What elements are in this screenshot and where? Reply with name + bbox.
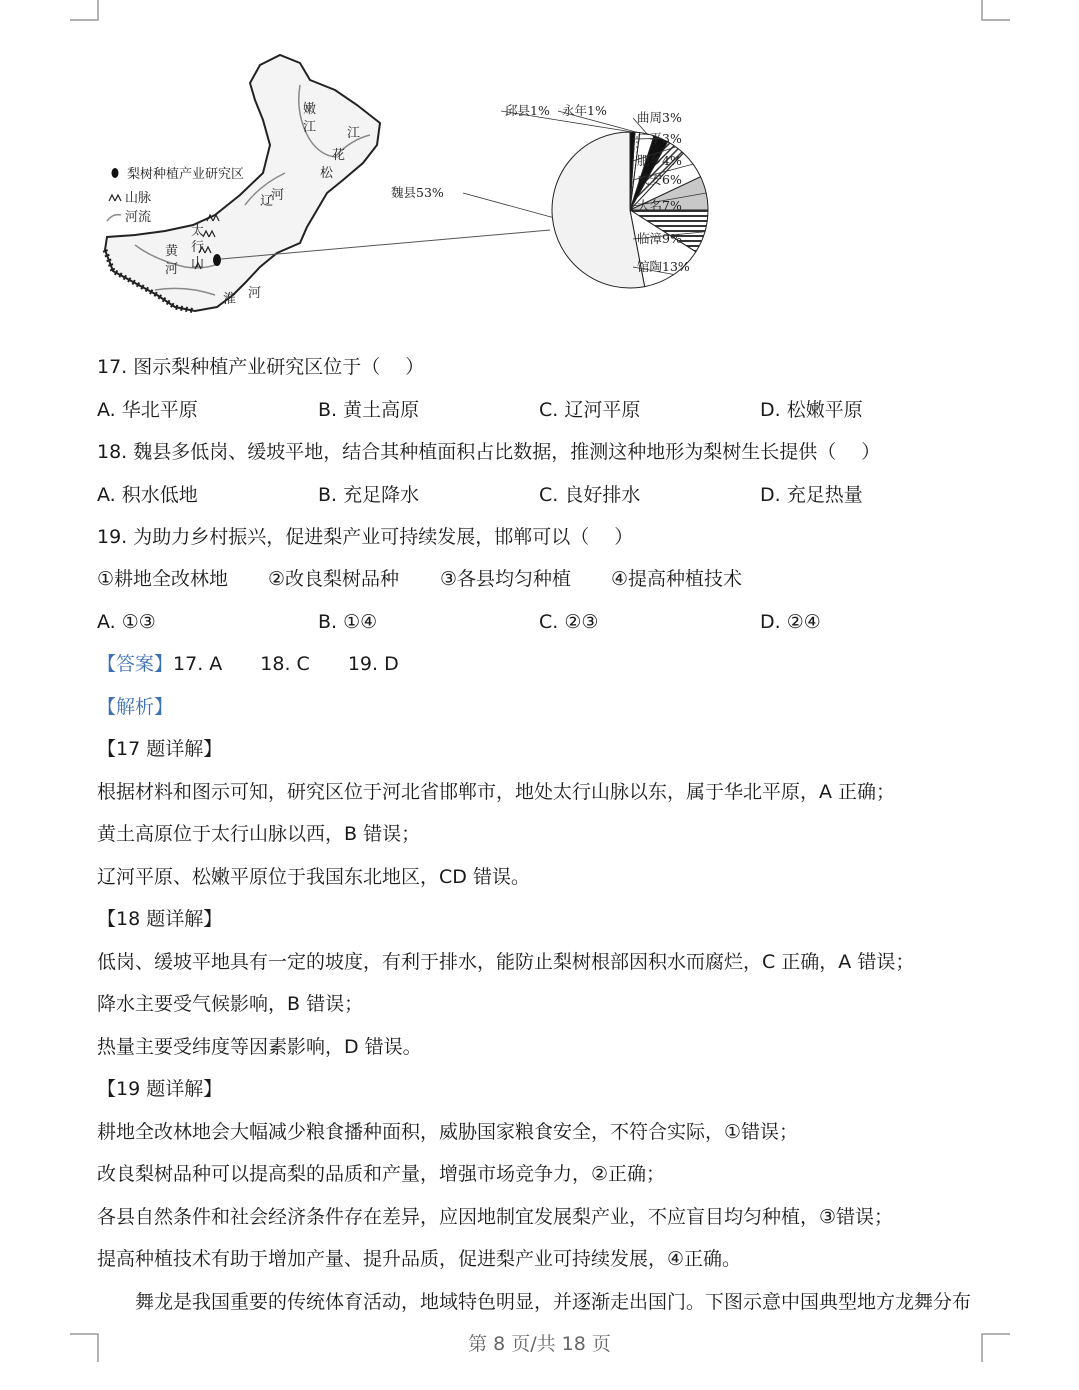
map-label-jiang1: 江	[303, 120, 317, 135]
d19-line-1: 耕地全改林地会大幅减少粮食播种面积，威胁国家粮食安全，不符合实际，①错误；	[97, 1121, 799, 1143]
pie-label-1: 邱县1%	[505, 103, 550, 118]
answer-row	[97, 652, 399, 676]
map-label-he3: 河	[248, 286, 262, 301]
legend-research-label: 梨树种植产业研究区	[127, 167, 245, 182]
q19-option-a: A. ①③	[97, 611, 156, 633]
pie-leader-10	[463, 193, 552, 217]
legend-river-icon	[107, 215, 121, 221]
d17-line-2: 黄土高原位于太行山脉以西，B 错误；	[97, 823, 421, 845]
q17-option-b: B. 黄土高原	[318, 399, 420, 421]
pie-label-2: 永年1%	[562, 103, 607, 118]
map-label-tai: 太	[191, 224, 205, 239]
q18-option-a: A. 积水低地	[97, 484, 198, 506]
pie-label-5: 肥乡4%	[637, 153, 682, 168]
q19-item-1: ①耕地全改林地	[97, 568, 229, 590]
q18-stem: 18. 魏县多低岗、缓坡平地，结合其种植面积占比数据，推测这种地形为梨树生长提供（ ）	[97, 441, 881, 463]
d19-line-3: 各县自然条件和社会经济条件存在差异，应因地制宜发展梨产业，不应盲目均匀种植，③错误；	[97, 1206, 894, 1228]
q17-stem: 17. 图示梨种植产业研究区位于（ ）	[97, 356, 425, 378]
d18-line-1: 低岗、缓坡平地具有一定的坡度，有利于排水，能防止梨树根部因积水而腐烂，C 正确，A 错误；	[97, 951, 915, 973]
q19-option-b: B. ①④	[318, 611, 378, 633]
pie-label-10: 魏县53%	[391, 185, 444, 200]
d18-line-2: 降水主要受气候影响，B 错误；	[97, 993, 364, 1015]
d18-line-3: 热量主要受纬度等因素影响，D 错误。	[97, 1036, 422, 1058]
pie-label-6: 成安6%	[637, 172, 682, 187]
next-paragraph: 舞龙是我国重要的传统体育活动，地域特色明显，并逐渐走出国门。下图示意中国典型地方龙舞分布	[135, 1291, 972, 1313]
q18-option-d: D. 充足热量	[760, 484, 863, 506]
research-zone-marker	[213, 254, 221, 266]
page-footer: 第 8 页/共 18 页	[468, 1333, 611, 1355]
map-label-shan: 山	[191, 256, 205, 271]
legend-river-label: 河流	[125, 210, 152, 225]
answer-tag: 【答案】	[97, 653, 174, 675]
map-label-hua: 花	[332, 148, 346, 163]
pie-label-7: 大名7%	[637, 198, 682, 213]
pie-label-9: 馆陶13%	[637, 259, 690, 274]
d19-line-4: 提高种植技术有助于增加产量、提升品质，促进梨产业可持续发展，④正确。	[97, 1248, 742, 1270]
map-label-huang: 黄	[165, 244, 179, 259]
q19-stem: 19. 为助力乡村振兴，促进梨产业可持续发展，邯郸可以（ ）	[97, 526, 634, 548]
map-label-liao: 辽	[260, 194, 274, 209]
legend-research-icon	[112, 168, 119, 178]
d19-line-2: 改良梨树品种可以提高梨的品质和产量，增强市场竞争力，②正确；	[97, 1163, 666, 1185]
crop-mark-top-left	[70, 0, 100, 22]
map-label-jiang2: 江	[347, 126, 361, 141]
d17-head: 【17 题详解】	[97, 738, 223, 760]
answer-18: 18. C	[260, 653, 310, 675]
q19-option-d: D. ②④	[760, 611, 821, 633]
q19-option-c: C. ②③	[539, 611, 599, 633]
q19-item-4: ④提高种植技术	[611, 568, 743, 590]
legend-mountain-label: 山脉	[125, 191, 152, 206]
d17-line-3: 辽河平原、松嫩平原位于我国东北地区，CD 错误。	[97, 866, 530, 888]
q18-option-b: B. 充足降水	[318, 484, 420, 506]
crop-mark-top-right	[980, 0, 1010, 22]
map-label-song: 松	[320, 166, 334, 181]
q17-option-a: A. 华北平原	[97, 399, 198, 421]
d18-head: 【18 题详解】	[97, 908, 223, 930]
answer-17: 17. A	[173, 653, 223, 675]
q17-option-c: C. 辽河平原	[539, 399, 641, 421]
pie-label-3: 曲周3%	[637, 110, 682, 125]
figure-map-and-pie	[95, 45, 715, 325]
map-label-he1: 河	[271, 188, 285, 203]
d19-head: 【19 题详解】	[97, 1078, 223, 1100]
q19-item-3: ③各县均匀种植	[440, 568, 572, 590]
map-label-huai: 淮	[223, 292, 237, 307]
map-label-nen: 嫩	[303, 102, 317, 117]
pie-label-8: 临漳9%	[637, 231, 682, 246]
d17-line-1: 根据材料和图示可知，研究区位于河北省邯郸市，地处太行山脉以东，属于华北平原，A 正确；	[97, 781, 896, 803]
map-label-he2: 河	[165, 262, 179, 277]
analysis-tag: 【解析】	[97, 696, 174, 718]
q17-option-d: D. 松嫩平原	[760, 399, 863, 421]
q19-item-2: ②改良梨树品种	[268, 568, 400, 590]
map-label-xing: 行	[191, 240, 205, 255]
map-outline	[105, 55, 380, 311]
q18-option-c: C. 良好排水	[539, 484, 641, 506]
pie-label-4: 广平3%	[637, 131, 682, 146]
answer-19: 19. D	[347, 653, 399, 675]
legend-mountain-icon	[109, 195, 121, 201]
